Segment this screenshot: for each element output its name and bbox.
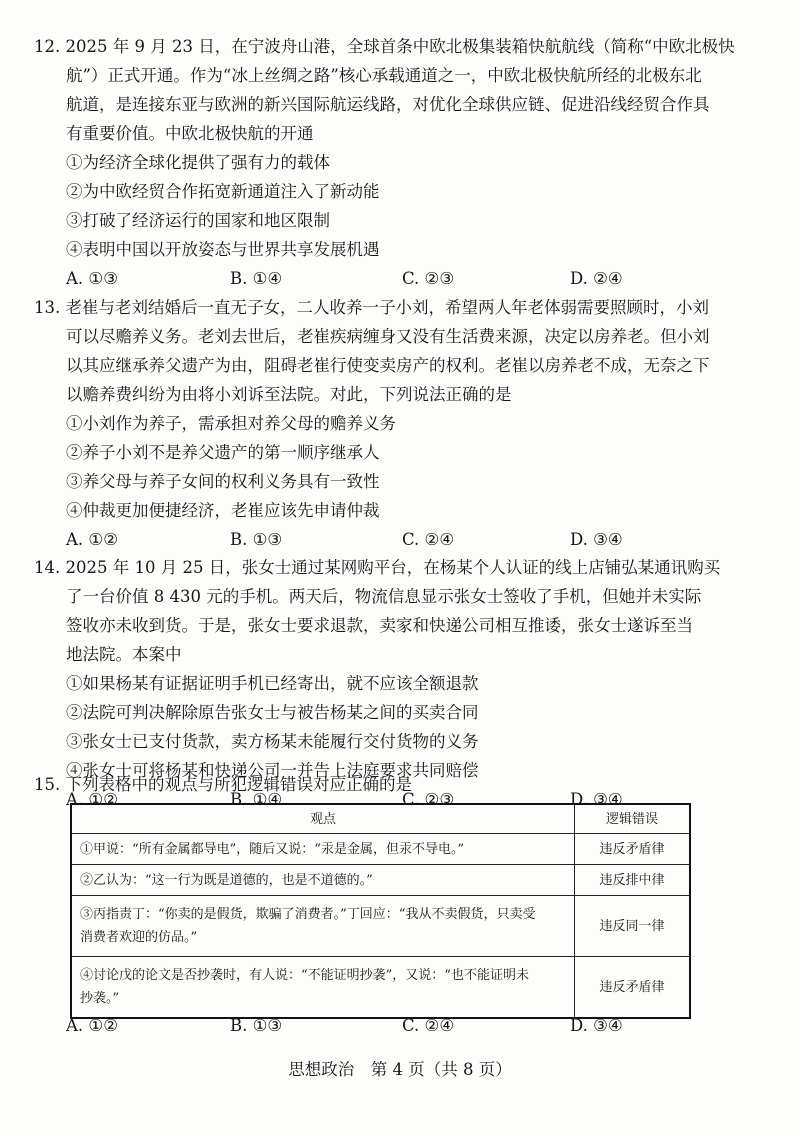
view-cell: ④讨论戊的论文是否抄袭时，有人说：“不能证明抄袭”，又说：“也不能证明未 抄袭。” (71, 957, 575, 1019)
view-cell: ②乙认为：“这一行为既是道德的，也是不道德的。” (71, 865, 575, 896)
question-stem-line: 有重要价值。中欧北极快航的开通 (66, 124, 314, 143)
choice-c: C. ②③ (402, 269, 455, 288)
choice-c: C. ②④ (402, 1016, 455, 1035)
statement-item: ①为经济全球化提供了强有力的载体 (66, 153, 330, 172)
logic-error-table (70, 803, 691, 1019)
question-stem-line: 14. 2025 年 10 月 25 日，张女士通过某网购平台，在杨某个人认证的线上店铺弘某通讯购买 (34, 558, 721, 577)
question-stem-line: 可以尽赡养义务。老刘去世后，老崔疾病缠身又没有生活费来源，决定以房养老。但小刘 (66, 327, 710, 346)
statement-item: ④张女士可将杨某和快递公司一并告上法庭要求共同赔偿 (66, 761, 479, 780)
choice-c: C. ②④ (402, 530, 455, 549)
statement-item: ①如果杨某有证据证明手机已经寄出，就不应该全额退款 (66, 674, 479, 693)
question-stem-line: 航”）正式开通。作为“冰上丝绸之路”核心承载通道之一，中欧北极快航所经的北极东北 (66, 66, 702, 85)
column-header-view: 观点 (71, 804, 575, 834)
question-stem-line: 13. 老崔与老刘结婚后一直无子女，二人收养一子小刘，希望两人年老体弱需要照顾时，小刘 (34, 298, 709, 317)
choice-a: A. ①② (66, 1016, 118, 1035)
question-stem-line: 航道，是连接东亚与欧洲的新兴国际航运线路，对优化全球供应链、促进沿线经贸合作具 (66, 95, 710, 114)
question-stem-line: 了一台价值 8 430 元的手机。两天后，物流信息显示张女士签收了手机，但她并未实际 (66, 587, 702, 606)
choice-a: A. ①② (66, 530, 118, 549)
question-15-choices (34, 1014, 776, 1043)
error-cell: 违反矛盾律 (575, 834, 691, 865)
choice-b: B. ①③ (230, 530, 283, 549)
choice-b: B. ①③ (230, 1016, 283, 1035)
statement-item: ③张女士已支付货款，卖方杨某未能履行交付货物的义务 (66, 732, 479, 751)
answer-choices (34, 267, 776, 296)
question-stem-line: 15. 下列表格中的观点与所犯逻辑错误对应正确的是 (34, 775, 412, 794)
error-cell: 违反同一律 (575, 896, 691, 957)
choice-d: D. ③④ (570, 1016, 623, 1035)
choice-d: D. ③④ (570, 790, 623, 809)
choice-c: C. ②③ (402, 790, 455, 809)
statement-item: ④仲裁更加便捷经济，老崔应该先申请仲裁 (66, 501, 380, 520)
choice-a: A. ①③ (66, 269, 118, 288)
statement-item: ①小刘作为养子，需承担对养父母的赡养义务 (66, 414, 396, 433)
choice-d: D. ③④ (570, 530, 623, 549)
page-footer: 思想政治 第 4 页（共 8 页） (288, 1060, 512, 1079)
question-stem-line: 以赡养费纠纷为由将小刘诉至法院。对此，下列说法正确的是 (66, 385, 512, 404)
table-row (71, 834, 690, 865)
statement-item: ②为中欧经贸合作拓宽新通道注入了新动能 (66, 182, 380, 201)
question-15 (34, 773, 776, 802)
error-cell: 违反排中律 (575, 865, 691, 896)
question-stem-line: 地法院。本案中 (66, 645, 182, 664)
question-12 (34, 35, 776, 296)
statement-item: ③养父母与养子女间的权利义务具有一致性 (66, 472, 380, 491)
choice-a: A. ①② (66, 790, 118, 809)
answer-choices (34, 1014, 776, 1043)
table-header-row (71, 804, 690, 834)
choice-d: D. ②④ (570, 269, 623, 288)
view-cell: ①甲说：“所有金属都导电”，随后又说：“汞是金属，但汞不导电。” (71, 834, 575, 865)
error-cell: 违反矛盾律 (575, 957, 691, 1019)
table-row (71, 896, 690, 957)
question-stem-line: 签收亦未收到货。于是，张女士要求退款，卖家和快递公司相互推诿，张女士遂诉至当 (66, 616, 693, 635)
choice-b: B. ①④ (230, 269, 283, 288)
answer-choices (34, 528, 776, 557)
question-stem-line: 12. 2025 年 9 月 23 日，在宁波舟山港，全球首条中欧北极集装箱快航航线（简称“中欧北极快 (34, 37, 735, 56)
statement-item: ③打破了经济运行的国家和地区限制 (66, 211, 330, 230)
view-cell: ③丙指责丁：“你卖的是假货，欺骗了消费者。”丁回应：“我从不卖假货，只卖受 消费者欢迎的仿品。” (71, 896, 575, 957)
table-row (71, 865, 690, 896)
question-13 (34, 296, 776, 557)
statement-item: ②养子小刘不是养父遗产的第一顺序继承人 (66, 443, 380, 462)
column-header-error: 逻辑错误 (575, 804, 691, 834)
statement-item: ④表明中国以开放姿态与世界共享发展机遇 (66, 240, 380, 259)
table-row (71, 957, 690, 1019)
statement-item: ②法院可判决解除原告张女士与被告杨某之间的买卖合同 (66, 703, 479, 722)
question-stem-line: 以其应继承养父遗产为由，阻碍老崔行使变卖房产的权利。老崔以房养老不成，无奈之下 (66, 356, 710, 375)
choice-b: B. ①④ (230, 790, 283, 809)
